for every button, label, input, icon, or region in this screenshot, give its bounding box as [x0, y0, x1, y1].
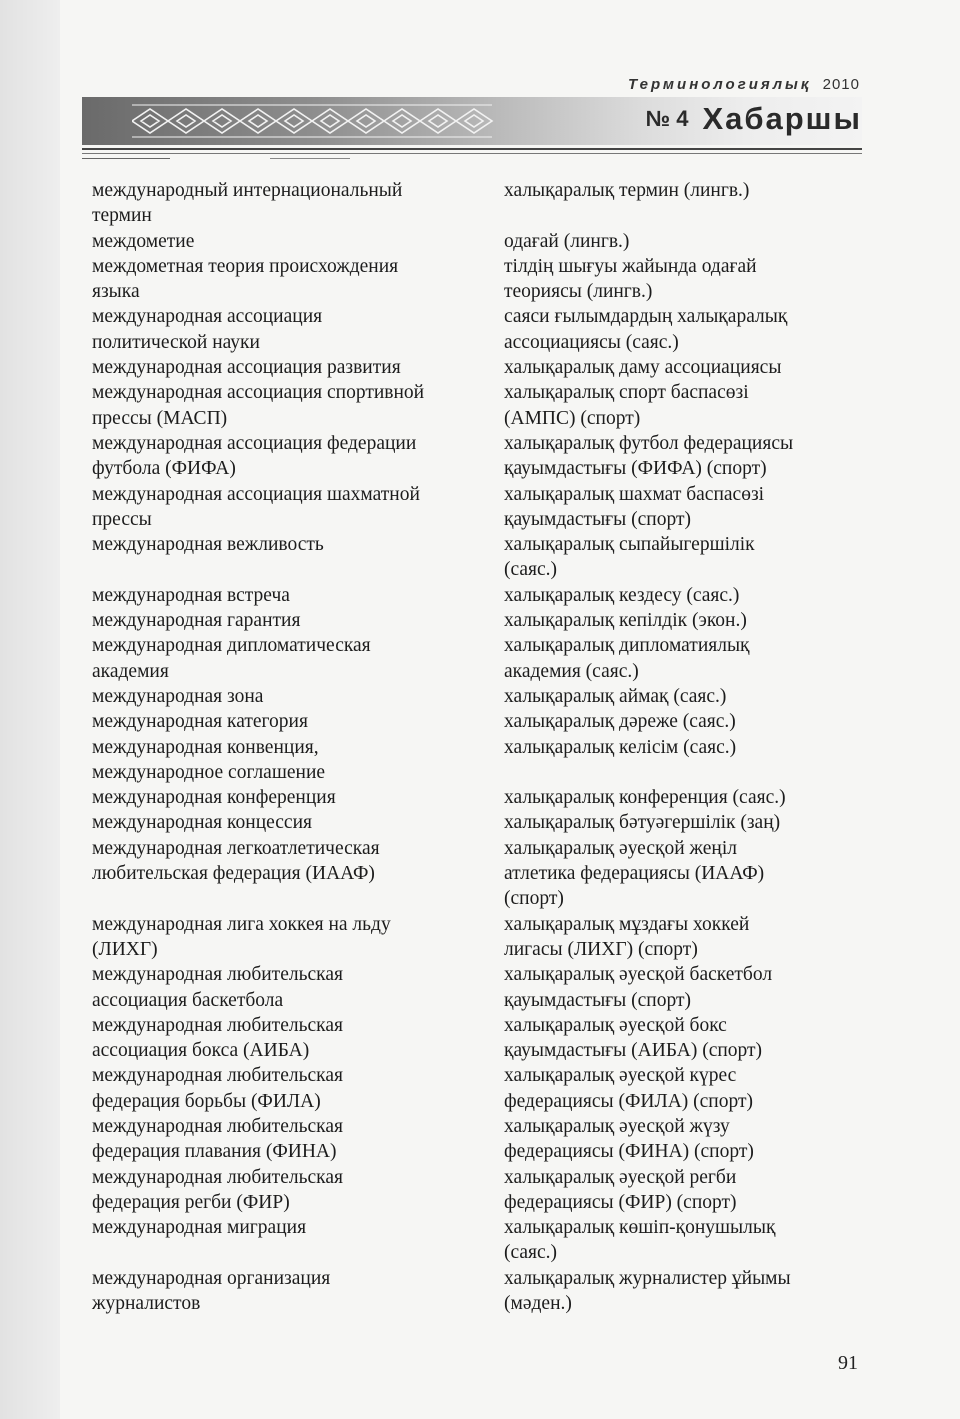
glossary-entry: [92, 735, 862, 786]
translation-kazakh: [504, 810, 862, 835]
term-line: языка: [92, 281, 140, 303]
term-line: международная любительская: [92, 1014, 343, 1036]
term-line: международная любительская: [92, 1065, 343, 1087]
translation-kazakh: [504, 431, 862, 482]
translation-line: халықаралық әуесқой баскетбол: [504, 964, 773, 986]
translation-kazakh: [504, 1266, 862, 1317]
translation-line: халықаралық көшіп-қонушылық: [504, 1217, 776, 1239]
translation-line: халықаралық бәтуәгершілік (заң): [504, 812, 781, 834]
translation-kazakh: [504, 735, 862, 786]
translation-line: федерациясы (ФИЛА) (спорт): [504, 1090, 753, 1112]
header-rule-short: [82, 158, 170, 159]
page-number: 91: [838, 1352, 858, 1374]
issue-number: № 4: [645, 106, 689, 131]
translation-line: халықаралық келісім (саяс.): [504, 736, 737, 758]
term-russian: [92, 608, 504, 633]
glossary-entry: [92, 1063, 862, 1114]
translation-kazakh: [504, 355, 862, 380]
header-rule: [82, 148, 862, 150]
glossary-entry: [92, 633, 862, 684]
term-russian: [92, 962, 504, 1013]
translation-kazakh: [504, 583, 862, 608]
glossary-entries: [92, 178, 862, 1316]
translation-line: халықаралық әуесқой күрес: [504, 1065, 737, 1087]
term-line: политической науки: [92, 331, 260, 353]
term-russian: [92, 178, 504, 229]
term-russian: [92, 735, 504, 786]
term-line: международная встреча: [92, 584, 290, 606]
page-gutter: [0, 0, 60, 1419]
term-russian: [92, 532, 504, 583]
translation-kazakh: [504, 633, 862, 684]
term-line: международная концессия: [92, 812, 312, 834]
glossary-entry: [92, 684, 862, 709]
journal-running-head: [628, 76, 860, 93]
translation-kazakh: [504, 304, 862, 355]
term-line: федерация плавания (ФИНА): [92, 1141, 337, 1163]
term-line: международная организация: [92, 1267, 331, 1289]
translation-line: қауымдастығы (спорт): [504, 989, 692, 1011]
term-russian: [92, 1114, 504, 1165]
term-russian: [92, 1165, 504, 1216]
glossary-entry: [92, 709, 862, 734]
translation-kazakh: [504, 1114, 862, 1165]
term-russian: [92, 254, 504, 305]
term-line: футбола (ФИФА): [92, 458, 236, 480]
translation-kazakh: [504, 785, 862, 810]
term-line: международное соглашение: [92, 761, 326, 783]
term-russian: [92, 709, 504, 734]
translation-line: қауымдастығы (АИБА) (спорт): [504, 1040, 763, 1062]
glossary-entry: [92, 836, 862, 912]
term-russian: [92, 1063, 504, 1114]
ornament-pattern-icon: [132, 103, 512, 139]
translation-line: халықаралық конференция (саяс.): [504, 787, 786, 809]
term-line: международная зона: [92, 685, 264, 707]
glossary-entry: [92, 304, 862, 355]
issue-title: Хабаршы: [702, 101, 862, 136]
term-line: международная лига хоккея на льду: [92, 913, 391, 935]
term-russian: [92, 431, 504, 482]
translation-line: халықаралық термин (лингв.): [504, 180, 750, 201]
journal-name: Терминологиялық: [628, 76, 812, 93]
translation-kazakh: [504, 1063, 862, 1114]
translation-kazakh: [504, 380, 862, 431]
translation-kazakh: [504, 836, 862, 912]
translation-line: халықаралық мұздағы хоккей: [504, 913, 750, 935]
glossary-entry: [92, 532, 862, 583]
term-line: международная легкоатлетическая: [92, 837, 380, 859]
term-line: международная ассоциация шахматной: [92, 483, 420, 505]
translation-line: халықаралық дәреже (саяс.): [504, 711, 736, 733]
translation-kazakh: [504, 709, 862, 734]
term-line: международная гарантия: [92, 610, 301, 632]
glossary-entry: [92, 355, 862, 380]
translation-kazakh: [504, 482, 862, 533]
translation-kazakh: [504, 229, 862, 254]
translation-line: академия (саяс.): [504, 660, 639, 682]
translation-line: халықаралық әуесқой жеңіл: [504, 837, 737, 859]
issue-heading: [646, 101, 862, 137]
glossary-entry: [92, 178, 862, 229]
translation-kazakh: [504, 1215, 862, 1266]
glossary-entry: [92, 1165, 862, 1216]
header-rule-thin: [82, 153, 862, 154]
translation-line: ассоциациясы (саяс.): [504, 331, 679, 353]
translation-line: халықаралық футбол федерациясы: [504, 432, 794, 454]
translation-line: халықаралық шахмат баспасөзі: [504, 483, 765, 505]
translation-line: халықаралық сыпайыгершілік: [504, 534, 755, 556]
term-line: журналистов: [92, 1293, 201, 1315]
translation-line: (саяс.): [504, 559, 558, 581]
glossary-entry: [92, 254, 862, 305]
translation-line: лигасы (ЛИХГ) (спорт): [504, 938, 698, 960]
term-russian: [92, 912, 504, 963]
translation-kazakh: [504, 178, 862, 229]
translation-kazakh: [504, 912, 862, 963]
translation-line: халықаралық кепілдік (экон.): [504, 610, 747, 632]
translation-line: федерациясы (ФИНА) (спорт): [504, 1141, 754, 1163]
term-russian: [92, 229, 504, 254]
header-rule-short: [270, 158, 350, 159]
translation-kazakh: [504, 254, 862, 305]
term-russian: [92, 1266, 504, 1317]
translation-line: халықаралық аймақ (саяс.): [504, 685, 727, 707]
term-russian: [92, 633, 504, 684]
term-russian: [92, 1215, 504, 1266]
translation-line: (АМПС) (спорт): [504, 407, 641, 429]
translation-line: (мәден.): [504, 1293, 572, 1315]
translation-kazakh: [504, 1013, 862, 1064]
translation-line: атлетика федерациясы (ИААФ): [504, 863, 765, 885]
term-line: федерация борьбы (ФИЛА): [92, 1090, 321, 1112]
glossary-entry: [92, 431, 862, 482]
glossary-entry: [92, 1013, 862, 1064]
translation-line: халықаралық әуесқой жүзу: [504, 1115, 730, 1137]
term-line: академия: [92, 660, 169, 682]
translation-line: қауымдастығы (ФИФА) (спорт): [504, 458, 767, 480]
translation-line: одағай (лингв.): [504, 230, 630, 252]
term-line: международная любительская: [92, 1115, 343, 1137]
translation-line: қауымдастығы (спорт): [504, 508, 692, 530]
term-line: международная ассоциация спортивной: [92, 382, 425, 404]
translation-kazakh: [504, 608, 862, 633]
term-line: междометная теория происхождения: [92, 255, 399, 277]
translation-line: (саяс.): [504, 1242, 558, 1264]
translation-kazakh: [504, 684, 862, 709]
glossary-entry: [92, 1114, 862, 1165]
term-line: международная конференция: [92, 787, 336, 809]
term-russian: [92, 1013, 504, 1064]
term-line: прессы: [92, 508, 152, 530]
glossary-entry: [92, 1215, 862, 1266]
term-russian: [92, 810, 504, 835]
term-russian: [92, 583, 504, 608]
translation-line: халықаралық даму ассоциациясы: [504, 357, 782, 379]
glossary-entry: [92, 482, 862, 533]
term-line: международная вежливость: [92, 534, 324, 556]
translation-line: халықаралық әуесқой бокс: [504, 1014, 727, 1036]
term-line: международная любительская: [92, 1166, 343, 1188]
translation-line: халықаралық кездесу (саяс.): [504, 584, 740, 606]
translation-line: саяси ғылымдардың халықаралық: [504, 306, 788, 328]
translation-kazakh: [504, 1165, 862, 1216]
term-russian: [92, 785, 504, 810]
term-line: (ЛИХГ): [92, 938, 158, 960]
term-russian: [92, 380, 504, 431]
glossary-entry: [92, 380, 862, 431]
term-line: междометие: [92, 230, 195, 252]
translation-kazakh: [504, 962, 862, 1013]
translation-line: (спорт): [504, 888, 564, 910]
term-line: международная категория: [92, 711, 308, 733]
term-line: федерация регби (ФИР): [92, 1191, 290, 1213]
translation-line: тілдің шығуы жайында одағай: [504, 255, 757, 277]
translation-line: теориясы (лингв.): [504, 281, 653, 303]
header-banner: [82, 97, 862, 145]
term-line: международная любительская: [92, 964, 343, 986]
glossary-entry: [92, 785, 862, 810]
translation-line: халықаралық журналистер ұйымы: [504, 1267, 791, 1289]
translation-line: халықаралық әуесқой регби: [504, 1166, 737, 1188]
term-line: международная конвенция,: [92, 736, 319, 758]
term-russian: [92, 836, 504, 912]
glossary-entry: [92, 229, 862, 254]
journal-year: 2010: [822, 76, 860, 93]
glossary-entry: [92, 962, 862, 1013]
glossary-entry: [92, 583, 862, 608]
glossary-entry: [92, 608, 862, 633]
term-line: международная ассоциация: [92, 306, 323, 328]
term-line: международная ассоциация федерации: [92, 432, 417, 454]
term-line: любительская федерация (ИААФ): [92, 863, 375, 885]
term-russian: [92, 482, 504, 533]
glossary-entry: [92, 1266, 862, 1317]
term-line: ассоциация бокса (АИБА): [92, 1040, 310, 1062]
translation-line: халықаралық спорт баспасөзі: [504, 382, 749, 404]
term-line: международная миграция: [92, 1217, 307, 1239]
translation-line: федерациясы (ФИР) (спорт): [504, 1191, 737, 1213]
glossary-entry: [92, 810, 862, 835]
glossary-entry: [92, 912, 862, 963]
term-russian: [92, 355, 504, 380]
term-line: международная дипломатическая: [92, 635, 371, 657]
term-line: прессы (МАСП): [92, 407, 228, 429]
term-russian: [92, 684, 504, 709]
term-line: термин: [92, 205, 152, 227]
term-line: международный интернациональный: [92, 180, 403, 201]
translation-line: халықаралық дипломатиялық: [504, 635, 750, 657]
term-line: ассоциация баскетбола: [92, 989, 284, 1011]
term-russian: [92, 304, 504, 355]
term-line: международная ассоциация развития: [92, 357, 401, 379]
translation-kazakh: [504, 532, 862, 583]
